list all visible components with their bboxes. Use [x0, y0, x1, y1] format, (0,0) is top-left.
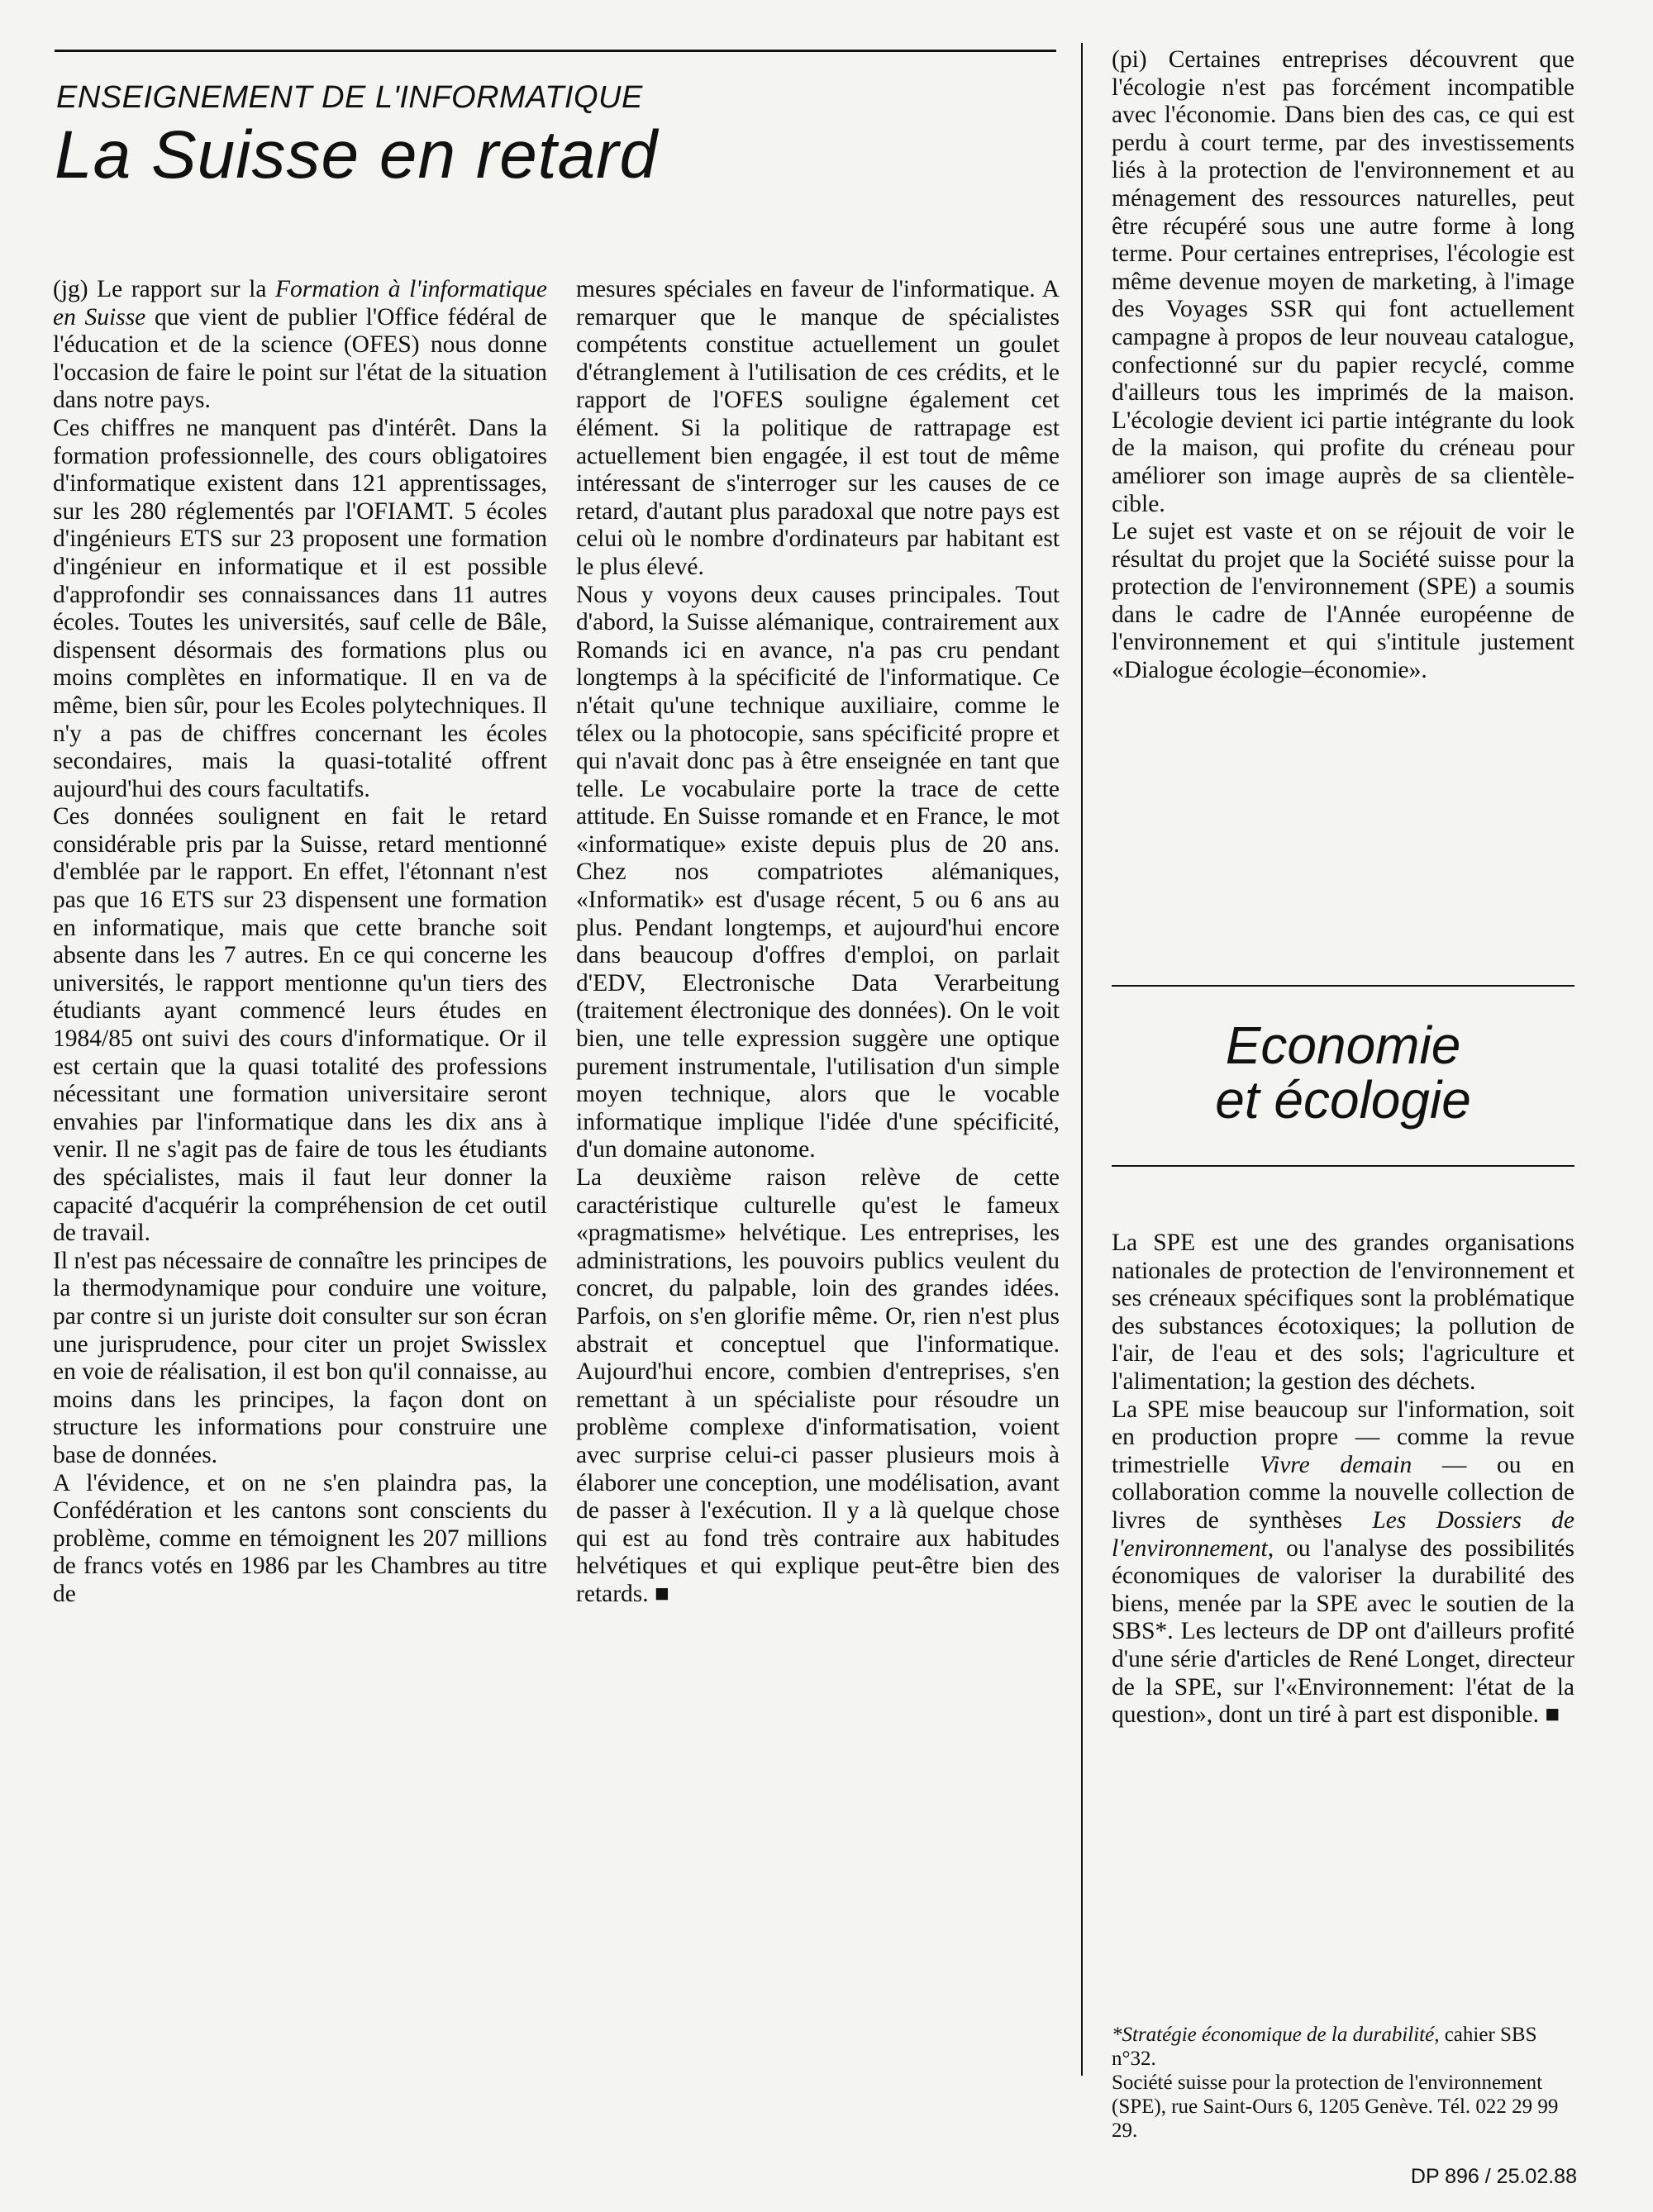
article-title: La Suisse en retard	[55, 117, 659, 193]
sidebar-heading-line-1: Economie	[1225, 1016, 1461, 1075]
sidebar-top-text	[1112, 46, 1574, 685]
paragraph: mesures spéciales en faveur de l'informatique. A remarquer que le manque de spécialistes compétents constitue actuellement un goulet d'étranglement à l'utilisation de ces crédits, et le rapport de l'OFES souligne également cet élément. Si la politique de rattrapage est actuellement bien engagée, il est tout de même intéressant de s'interroger sur les causes de ce retard, d'autant plus paradoxal que notre pays est celui où le nombre d'ordinateurs par habitant est le plus élevé.	[576, 276, 1060, 580]
address-note: Société suisse pour la protection de l'environnement (SPE), rue Saint-Ours 6, 1205 Genève. Tél. 022 29 99 29.	[1112, 2072, 1559, 2142]
article-kicker: ENSEIGNEMENT DE L'INFORMATIQUE	[56, 80, 643, 115]
paragraph: La deuxième raison relève de cette caractéristique culturelle qu'est le fameux «pragmatisme» helvétique. Les entreprises, les administrations, les pouvoirs publics veulent du concret, du palpable, loin des grandes idées. Parfois, on s'en glorifie même. Or, rien n'est plus abstrait et conceptuel que l'informatique. Aujourd'hui encore, combien d'entreprises, s'en remettant à un spécialiste pour résoudre un problème complexe d'informatisation, voient avec surprise celui-ci passer plusieurs mois à élaborer une conception, une modélisation, avant de passer à l'exécution. Il y a là quelque chose qui est au fond très contraire aux habitudes helvétiques et qui explique peut-être bien des retards. ■	[576, 1164, 1060, 1607]
sidebar-heading	[1112, 1016, 1574, 1130]
paragraph: Ces données soulignent en fait le retard considérable pris par la Suisse, retard mentionné d'emblée par le rapport. En effet, l'étonnant n'est pas que 16 ETS sur 23 dispensent une formation en informatique, mais que cette branche soit absente dans les 7 autres. En ce qui concerne les universités, le rapport mentionne qu'un tiers des étudiants ayant commencé leurs études en 1984/85 ont suivi des cours d'informatique. Or il est certain que la quasi totalité des professions nécessitant une formation universitaire seront envahies par l'informatique dans les dix ans à venir. Il ne s'agit pas de faire de tous les étudiants des spécialistes, mais il faut leur donner la capacité d'acquérir la compréhension de cet outil de travail.	[53, 803, 547, 1247]
sidebar-rule-upper	[1112, 985, 1574, 987]
paragraph: Nous y voyons deux causes principales. Tout d'abord, la Suisse alémanique, contrairement aux Romands ici en avance, n'a pas cru pendant longtemps à la spécificité de l'informatique. Ce n'était qu'une technique auxiliaire, comme le télex ou la photocopie, sans spécificité propre et qui n'avait donc pas à être enseignée en tant que telle. Le vocabulaire porte la trace de cette attitude. En Suisse romande et en France, le mot «informatique» existe depuis plus de 20 ans. Chez nos compatriotes alémaniques, «Informatik» est d'usage récent, 5 ou 6 ans au plus. Pendant longtemps, et aujourd'hui encore dans beaucoup d'offres d'emploi, on parlait d'EDV, Electronische Data Verarbeitung (traitement électronique des données). On le voit bien, une telle expression suggère une optique purement instrumentale, l'utilisation d'un simple moyen technique, alors que le vocable informatique implique l'idée d'une spécificité, d'un domaine autonome.	[576, 581, 1060, 1163]
article-column-1	[53, 276, 547, 1609]
article-column-2	[576, 276, 1060, 1609]
top-rule	[55, 50, 1056, 52]
paragraph: (pi) Certaines entreprises découvrent que l'écologie n'est pas forcément incompatible avec l'économie. Dans bien des cas, ce qui est perdu à court terme, par des investissements liés à la protection de l'environnement et au ménagement des ressources naturelles, peut être récupéré sous une autre forme à long terme. Pour certaines entreprises, l'écologie est même devenue moyen de marketing, à l'image des Voyages SSR qui font actuellement campagne à propos de leur nouveau catalogue, confectionné sur du papier recyclé, comme d'ailleurs tous les imprimés de la maison. L'écologie devient ici partie intégrante du look de la maison, qui profite du créneau pour améliorer son image auprès de sa clientèle-cible.	[1112, 46, 1574, 517]
paragraph: Le sujet est vaste et on se réjouit de voir le résultat du projet que la Société suisse pour la protection de l'environnement (SPE) a soumis dans le cadre de l'Année européenne de l'environnement et qui s'intitule justement «Dialogue écologie–économie».	[1112, 518, 1574, 684]
sidebar-heading-line-2: et écologie	[1215, 1070, 1471, 1130]
sidebar-notes	[1112, 2023, 1574, 2143]
paragraph: Il n'est pas nécessaire de connaître les principes de la thermodynamique pour conduire une voiture, par contre si un juriste doit consulter sur son écran une jurisprudence, pour citer un projet Swisslex en voie de réalisation, il est bon qu'il connaisse, au moins dans les principes, la façon dont on structure les informations pour construire une base de données.	[53, 1247, 547, 1468]
sidebar-bottom-text	[1112, 1230, 1574, 1729]
paragraph: Ces chiffres ne manquent pas d'intérêt. Dans la formation professionnelle, des cours obligatoires d'informatique existent dans 121 apprentissages, sur les 280 réglementés par l'OFIAMT. 5 écoles d'ingénieurs ETS sur 23 proposent une formation d'ingénieur en informatique et il est possible d'approfondir ses connaissances dans 11 autres écoles. Toutes les universités, sauf celle de Bâle, dispensent désormais des formations plus ou moins complètes en informatique. Il en va de même, bien sûr, pour les Ecoles polytechniques. Il n'y a pas de chiffres concernant les écoles secondaires, mais la quasi-totalité offrent aujourd'hui des cours facultatifs.	[53, 414, 547, 802]
sidebar-rule-lower	[1112, 1165, 1574, 1167]
paragraph: La SPE mise beaucoup sur l'information, soit en production propre — comme la revue trimestrielle Vivre demain — ou en collaboration comme la nouvelle collection de livres de synthèses Les Dossiers de l'environnement, ou l'analyse des possibilités économiques de valoriser la durabilité des biens, menée par la SPE avec le soutien de la SBS*. Les lecteurs de DP ont d'ailleurs profité d'une série d'articles de René Longet, directeur de la SPE, sur l'«Environnement: l'état de la question», dont un tiré à part est disponible. ■	[1112, 1396, 1574, 1729]
paragraph: (jg) Le rapport sur la Formation à l'informatique en Suisse que vient de publier l'Office fédéral de l'éducation et de la science (OFES) nous donne l'occasion de faire le point sur l'état de la situation dans notre pays.	[53, 276, 548, 414]
paragraph: A l'évidence, et on ne s'en plaindra pas, la Confédération et les cantons sont conscients du problème, comme en témoignent les 207 millions de francs votés en 1986 par les Chambres au titre de	[53, 1469, 547, 1607]
column-divider	[1081, 43, 1083, 2076]
footnote: *Stratégie économique de la durabilité, cahier SBS n°32.	[1112, 2024, 1537, 2070]
issue-footer: DP 896 / 25.02.88	[1410, 2165, 1577, 2188]
paragraph: La SPE est une des grandes organisations nationales de protection de l'environnement et ses créneaux spécifiques sont la problématique des substances écotoxiques; la pollution de l'air, de l'eau et des sols; l'agriculture et l'alimentation; la gestion des déchets.	[1112, 1230, 1574, 1395]
